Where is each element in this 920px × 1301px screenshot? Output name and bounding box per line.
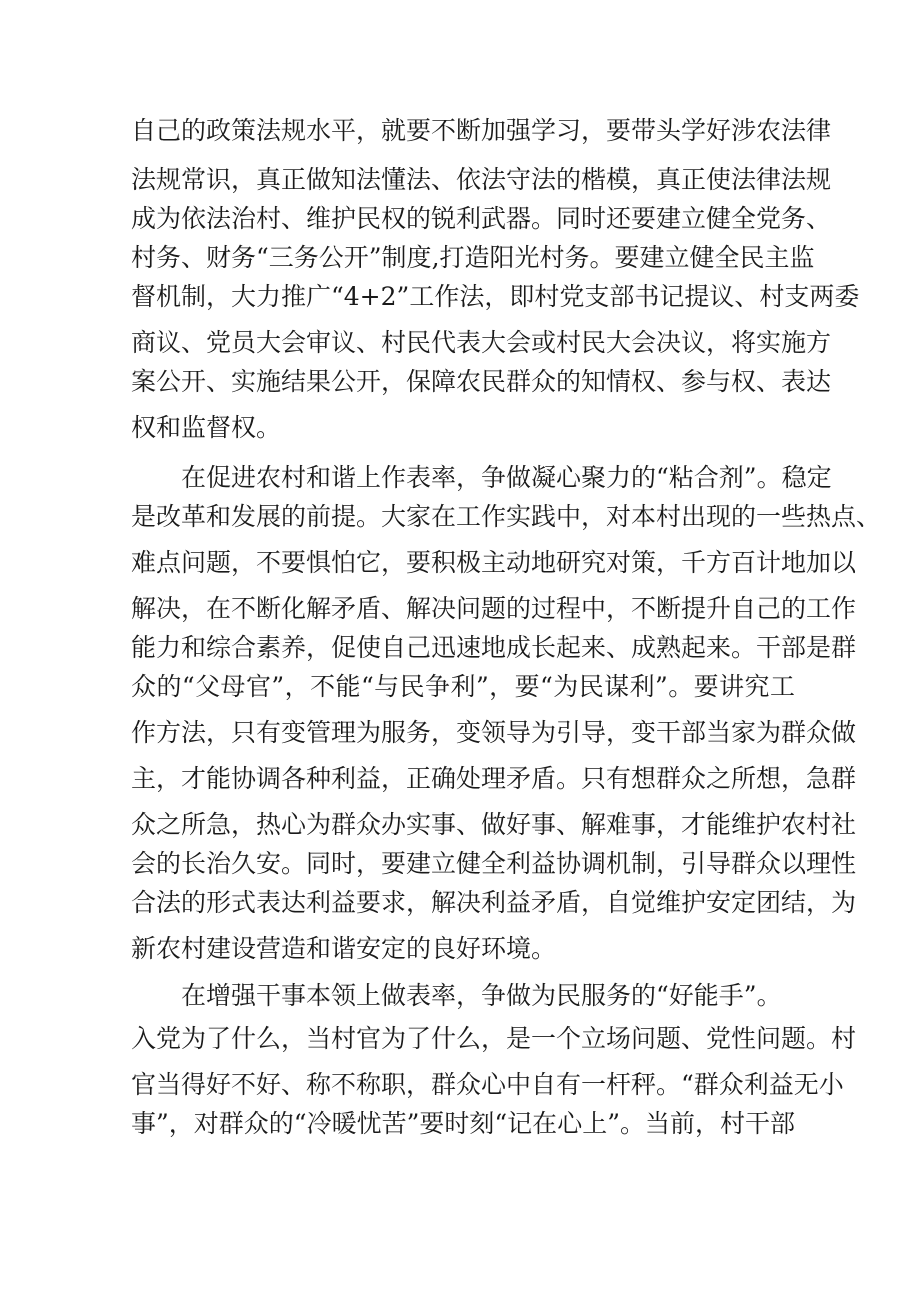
- text-line: 难点问题，不要惧怕它，要积极主动地研究对策，千方百计地加以: [131, 548, 857, 577]
- text-line: 权和监督权。: [131, 413, 282, 442]
- text-line: 自己的政策法规水平，就要不断加强学习，要带头学好涉农法律: [131, 116, 832, 145]
- text-line: 作方法，只有变管理为服务，变领导为引导，变干部当家为群众做: [131, 718, 857, 747]
- text-line: 入党为了什么，当村官为了什么，是一个立场问题、党性问题。村: [131, 1024, 857, 1053]
- text-line: 村务、财务“三务公开”制度,打造阳光村务。要建立健全民主监: [131, 243, 815, 272]
- text-line: 新农村建设营造和谐安定的良好环境。: [131, 934, 557, 963]
- text-line: 事”，对群众的“冷暖忧苦”要时刻“记在心上”。当前，村干部: [131, 1109, 795, 1138]
- text-line: 督机制，大力推广“4+2”工作法，即村党支部书记提议、村支两委: [131, 282, 860, 311]
- text-line: 能力和综合素养，促使自己迅速地成长起来、成熟起来。干部是群: [131, 633, 857, 662]
- text-line: 是改革和发展的前提。大家在工作实践中，对本村出现的一些热点、: [131, 502, 882, 531]
- paragraph-first-line: 在增强干事本领上做表率，争做为民服务的“好能手”。: [181, 981, 782, 1010]
- text-line: 法规常识，真正做知法懂法、依法守法的楷模，真正使法律法规: [131, 165, 832, 194]
- paragraph-first-line: 在促进农村和谐上作表率，争做凝心聚力的“粘合剂”。稳定: [181, 463, 832, 492]
- text-line: 官当得好不好、称不称职，群众心中自有一杆秤。“群众利益无小: [131, 1070, 844, 1099]
- text-line: 主，才能协调各种利益，正确处理矛盾。只有想群众之所想，急群: [131, 764, 857, 793]
- text-line: 案公开、实施结果公开，保障农民群众的知情权、参与权、表达: [131, 367, 832, 396]
- text-line: 会的长治久安。同时，要建立健全利益协调机制，引导群众以理性: [131, 849, 857, 878]
- text-line: 成为依法治村、维护民权的锐利武器。同时还要建立健全党务、: [131, 204, 832, 233]
- text-line: 解决，在不断化解矛盾、解决问题的过程中，不断提升自己的工作: [131, 594, 857, 623]
- text-line: 众之所急，热心为群众办实事、做好事、解难事，才能维护农村社: [131, 810, 857, 839]
- text-line: 合法的形式表达利益要求，解决利益矛盾，自觉维护安定团结，为: [131, 888, 857, 917]
- text-line: 众的“父母官”，不能“与民争利”，要“为民谋利”。要讲究工: [131, 672, 795, 701]
- text-line: 商议、党员大会审议、村民代表大会或村民大会决议，将实施方: [131, 328, 832, 357]
